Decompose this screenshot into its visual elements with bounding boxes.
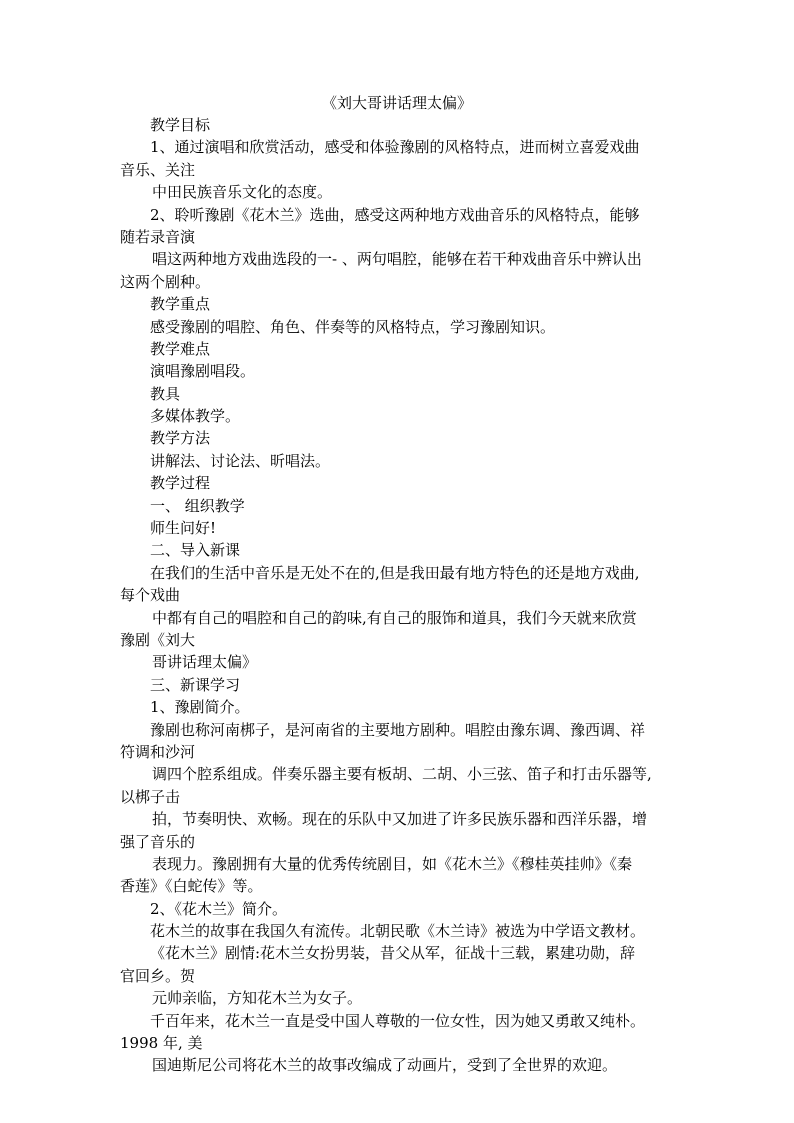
text-line: 豫剧《刘大 <box>120 630 196 649</box>
text-line: 香莲》《白蛇传》等。 <box>120 877 263 896</box>
document-title: 《刘大哥讲话理太偏》 <box>321 94 472 112</box>
text-line: 2、聆听豫剧《花木兰》选曲，感受这两种地方戏曲音乐的风格特点，能够 <box>150 205 640 224</box>
text-line: 一、 组织教学 <box>150 496 245 515</box>
text-line: 符调和沙河 <box>120 742 196 761</box>
text-line: 三、新课学习 <box>150 675 241 694</box>
text-line: 拍，节奏明快、欢畅。现在的乐队中又加进了许多民族乐器和西洋乐器，增 <box>152 810 648 829</box>
text-line: 1、通过演唱和欣赏活动，感受和体验豫剧的风格特点，进而树立喜爱戏曲 <box>150 138 640 157</box>
text-line: 演唱豫剧唱段。 <box>150 362 256 381</box>
text-line: 音乐、关注 <box>120 160 196 179</box>
text-line: 官回乡。贺 <box>120 966 196 985</box>
text-line: 教具 <box>150 384 181 403</box>
text-line: 1998 年, 美 <box>120 1034 203 1053</box>
text-line: 中都有自己的唱腔和自己的韵味,有自己的服饰和道具，我们今天就来欣赏 <box>152 608 637 627</box>
text-line: 1、豫剧简介。 <box>150 698 250 717</box>
text-line: 调四个腔系组成。伴奏乐器主要有板胡、二胡、小三弦、笛子和打击乐器等, <box>152 765 652 784</box>
text-line: 随若录音演 <box>120 227 196 246</box>
text-line: 以梆子击 <box>120 787 181 806</box>
text-line: 哥讲话理太偏》 <box>152 653 258 672</box>
document-body <box>120 114 690 1077</box>
text-line: 千百年来，花木兰一直是受中国人尊敬的一位女性，因为她又勇敢又纯朴。 <box>150 1011 646 1030</box>
text-line: 花木兰的故事在我国久有流传。北朝民歌《木兰诗》被选为中学语文教材。 <box>150 922 646 941</box>
text-line: 教学目标 <box>150 116 211 134</box>
text-line: 《花木兰》剧情:花木兰女扮男装，昔父从军，征战十三载，累建功勋，辞 <box>150 944 636 963</box>
text-line: 唱这两种地方戏曲选段的一- 、两句唱腔，能够在若干种戏曲音乐中辨认出 <box>152 250 642 269</box>
text-line: 教学方法 <box>150 429 211 448</box>
text-line: 2、《花木兰》简介。 <box>150 899 288 918</box>
text-line: 感受豫剧的唱腔、角色、伴奏等的风格特点，学习豫剧知识。 <box>150 317 556 336</box>
text-line: 多媒体教学。 <box>150 407 241 426</box>
text-line: 教学难点 <box>150 339 211 358</box>
text-line: 元帅亲临，方知花木兰为女子。 <box>152 989 363 1008</box>
text-line: 豫剧也称河南梆子，是河南省的主要地方剧种。唱腔由豫东调、豫西调、祥 <box>150 720 646 739</box>
text-line: 强了音乐的 <box>120 832 196 851</box>
text-line: 表现力。豫剧拥有大量的优秀传统剧目，如《花木兰》《穆桂英挂帅》《秦 <box>152 854 633 873</box>
text-line: 在我们的生活中音乐是无处不在的,但是我田最有地方特色的还是地方戏曲, <box>150 563 640 582</box>
text-line: 师生问好! <box>150 519 217 538</box>
text-line: 这两个剧种。 <box>120 272 211 291</box>
text-line: 二、导入新课 <box>150 541 241 560</box>
text-line: 讲解法、讨论法、昕唱法。 <box>150 451 331 470</box>
text-line: 国迪斯尼公司将花木兰的故事改编成了动画片，受到了全世界的欢迎。 <box>152 1056 618 1075</box>
text-line: 每个戏曲 <box>120 586 181 605</box>
text-line: 教学重点 <box>150 295 211 314</box>
text-line: 中田民族音乐文化的态度。 <box>152 183 333 202</box>
text-line: 教学过程 <box>150 474 211 493</box>
